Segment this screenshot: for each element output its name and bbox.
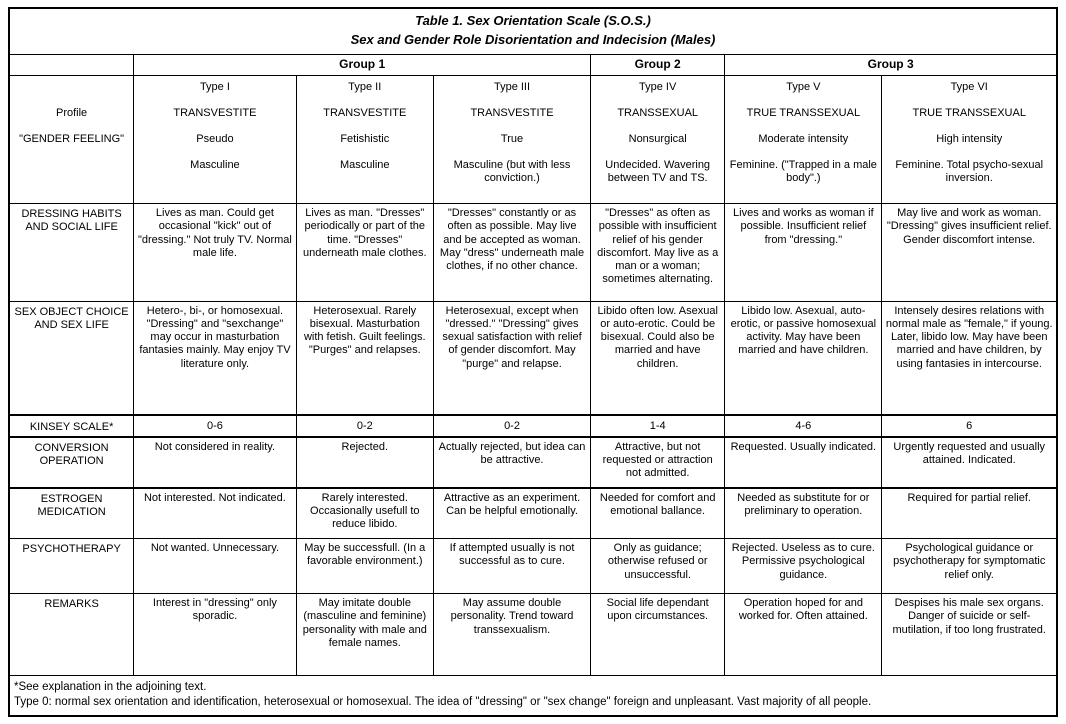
type-6-category: TRUE TRANSSEXUAL [912, 106, 1026, 119]
type-4-feeling: Undecided. Wavering between TV and TS. [605, 158, 711, 184]
cell-kinsey-type-6: 6 [882, 415, 1057, 437]
type-3-feeling: Masculine (but with less conviction.) [453, 158, 571, 184]
cell-estrogen-type-5: Needed as substitute for or preliminary to operation. [725, 488, 882, 539]
footnote-line1: *See explanation in the adjoining text. [14, 680, 207, 693]
type-5-category: TRUE TRANSSEXUAL [746, 106, 861, 119]
type-3-category: TRANSVESTITE [470, 106, 554, 119]
cell-conversion-type-1: Not considered in reality. [134, 437, 296, 488]
type-3-header-cell [433, 75, 590, 203]
profile-row-label-cell [9, 75, 134, 203]
cell-estrogen-type-3: Attractive as an experiment. Can be helpful emotionally. [433, 488, 590, 539]
cell-kinsey-type-5: 4-6 [725, 415, 882, 437]
cell-kinsey-type-3: 0-2 [433, 415, 590, 437]
cell-psychotherapy-type-1: Not wanted. Unnecessary. [134, 539, 296, 594]
type-2-subtype: Fetishistic [340, 132, 390, 145]
type-1-feeling: Masculine [190, 158, 240, 171]
cell-remarks-type-4: Social life dependant upon circumstances. [591, 594, 725, 675]
cell-conversion-type-5: Requested. Usually indicated. [725, 437, 882, 488]
cell-kinsey-type-1: 0-6 [134, 415, 296, 437]
type-4-label: Type IV [639, 80, 677, 93]
table-title-line1: Table 1. Sex Orientation Scale (S.O.S.) [415, 13, 651, 29]
type-6-label: Type VI [950, 80, 988, 93]
table-title [9, 8, 1057, 54]
type-5-label: Type V [786, 80, 821, 93]
group-3-header: Group 3 [725, 54, 1057, 75]
type-1-label: Type I [199, 80, 230, 93]
type-2-feeling: Masculine [340, 158, 390, 171]
row-label-psychotherapy: PSYCHOTHERAPY [9, 539, 134, 594]
type-6-subtype: High intensity [936, 132, 1003, 145]
profile-header-row [9, 75, 1057, 203]
group-1-header: Group 1 [134, 54, 591, 75]
profile-label-spacer [13, 81, 130, 94]
row-sex-object [9, 301, 1057, 415]
cell-conversion-type-4: Attractive, but not requested or attraction not admitted. [591, 437, 725, 488]
cell-conversion-type-3: Actually rejected, but idea can be attractive. [433, 437, 590, 488]
group-2-header: Group 2 [591, 54, 725, 75]
cell-conversion-type-6: Urgently requested and usually attained. Indicated. [882, 437, 1057, 488]
table-title-line2: Sex and Gender Role Disorientation and Indecision (Males) [350, 32, 716, 48]
cell-dressing-type-3: "Dresses" constantly or as often as possible. May live and be accepted as woman. May "dress" underneath male clothes, if no other chance. [433, 204, 590, 302]
cell-estrogen-type-2: Rarely interested. Occasionally usefull to reduce libido. [296, 488, 433, 539]
group-header-row [9, 54, 1057, 75]
cell-psychotherapy-type-4: Only as guidance; otherwise refused or unsuccessful. [591, 539, 725, 594]
cell-kinsey-type-4: 1-4 [591, 415, 725, 437]
cell-psychotherapy-type-2: May be successfull. (In a favorable environment.) [296, 539, 433, 594]
type-2-header-cell [296, 75, 433, 203]
cell-estrogen-type-6: Required for partial relief. [882, 488, 1057, 539]
row-psychotherapy [9, 539, 1057, 594]
cell-dressing-type-1: Lives as man. Could get occasional "kick" out of "dressing." Not truly TV. Normal male life. [134, 204, 296, 302]
type-4-subtype: Nonsurgical [628, 132, 687, 145]
cell-sex-object-type-2: Heterosexual. Rarely bisexual. Masturbation with fetish. Guilt feelings. "Purges" and relapses. [296, 301, 433, 415]
row-label-estrogen-medication: ESTROGEN MEDICATION [9, 488, 134, 539]
footnote-line2: Type 0: normal sex orientation and identification, heterosexual or homosexual. The idea of "dressing" or "sex change" foreign and unpleasant. Vast majority of all people. [14, 696, 872, 709]
row-label-kinsey-scale: KINSEY SCALE* [9, 415, 134, 437]
cell-psychotherapy-type-5: Rejected. Useless as to cure. Permissive psychological guidance. [725, 539, 882, 594]
cell-sex-object-type-5: Libido low. Asexual, auto-erotic, or passive homosexual activity. May have been married and have children. [725, 301, 882, 415]
type-2-label: Type II [348, 80, 382, 93]
type-5-subtype: Moderate intensity [758, 132, 849, 145]
cell-dressing-type-5: Lives and works as woman if possible. Insufficient relief from "dressing." [725, 204, 882, 302]
title-row [9, 8, 1057, 54]
profile-label: Profile [56, 106, 88, 119]
cell-dressing-type-2: Lives as man. "Dresses" periodically or part of the time. "Dresses" underneath male clothes. [296, 204, 433, 302]
sos-table [8, 7, 1058, 717]
cell-dressing-type-4: "Dresses" as often as possible with insufficient relief of his gender discomfort. May live as a man or a woman; sometimes alternating. [591, 204, 725, 302]
cell-remarks-type-5: Operation hoped for and worked for. Often attained. [725, 594, 882, 675]
type-4-category: TRANSSEXUAL [617, 106, 699, 119]
row-dressing-habits [9, 204, 1057, 302]
footnote-row [9, 675, 1057, 716]
type-1-subtype: Pseudo [196, 132, 234, 145]
cell-remarks-type-3: May assume double personality. Trend toward transsexualism. [433, 594, 590, 675]
row-label-dressing-habits: DRESSING HABITS AND SOCIAL LIFE [9, 204, 134, 302]
cell-dressing-type-6: May live and work as woman. "Dressing" gives insufficient relief. Gender discomfort intense. [882, 204, 1057, 302]
cell-psychotherapy-type-6: Psychological guidance or psychotherapy for symptomatic relief only. [882, 539, 1057, 594]
type-5-feeling: Feminine. ("Trapped in a male body".) [729, 158, 877, 184]
cell-psychotherapy-type-3: If attempted usually is not successful as to cure. [433, 539, 590, 594]
type-5-header-cell [725, 75, 882, 203]
cell-kinsey-type-2: 0-2 [296, 415, 433, 437]
row-label-sex-object: SEX OBJECT CHOICE AND SEX LIFE [9, 301, 134, 415]
cell-estrogen-type-1: Not interested. Not indicated. [134, 488, 296, 539]
cell-remarks-type-1: Interest in "dressing" only sporadic. [134, 594, 296, 675]
type-2-category: TRANSVESTITE [323, 106, 407, 119]
type-4-header-cell [591, 75, 725, 203]
cell-sex-object-type-6: Intensely desires relations with normal male as "female," if young. Later, libido low. May have been married and have children, by using fantasies in intercourse. [882, 301, 1057, 415]
type-1-header-cell [134, 75, 296, 203]
cell-conversion-type-2: Rejected. [296, 437, 433, 488]
cell-sex-object-type-4: Libido often low. Asexual or auto-erotic. Could be bisexual. Could also be married and have children. [591, 301, 725, 415]
footnotes [9, 675, 1057, 716]
row-remarks [9, 594, 1057, 675]
row-estrogen-medication [9, 488, 1057, 539]
row-label-conversion-operation: CONVERSION OPERATION [9, 437, 134, 488]
cell-remarks-type-6: Despises his male sex organs. Danger of suicide or self-mutilation, if too long frustrated. [882, 594, 1057, 675]
cell-estrogen-type-4: Needed for comfort and emotional ballance. [591, 488, 725, 539]
row-label-remarks: REMARKS [9, 594, 134, 675]
cell-remarks-type-2: May imitate double (masculine and feminine) personality with male and female names. [296, 594, 433, 675]
cell-sex-object-type-1: Hetero-, bi-, or homosexual. "Dressing" and "sexchange" may occur in masturbation fantasies mainly. May enjoy TV literature only. [134, 301, 296, 415]
row-conversion-operation [9, 437, 1057, 488]
type-1-category: TRANSVESTITE [173, 106, 257, 119]
row-kinsey-scale [9, 415, 1057, 437]
cell-sex-object-type-3: Heterosexual, except when "dressed." "Dressing" gives sexual satisfaction with relief of gender discomfort. May "purge" and relapse. [433, 301, 590, 415]
gender-feeling-label: "GENDER FEELING" [19, 132, 125, 145]
type-6-header-cell [882, 75, 1057, 203]
type-3-subtype: True [500, 132, 524, 145]
type-6-feeling: Feminine. Total psycho-sexual inversion. [895, 158, 1044, 184]
type-3-label: Type III [493, 80, 531, 93]
corner-cell [9, 54, 134, 75]
